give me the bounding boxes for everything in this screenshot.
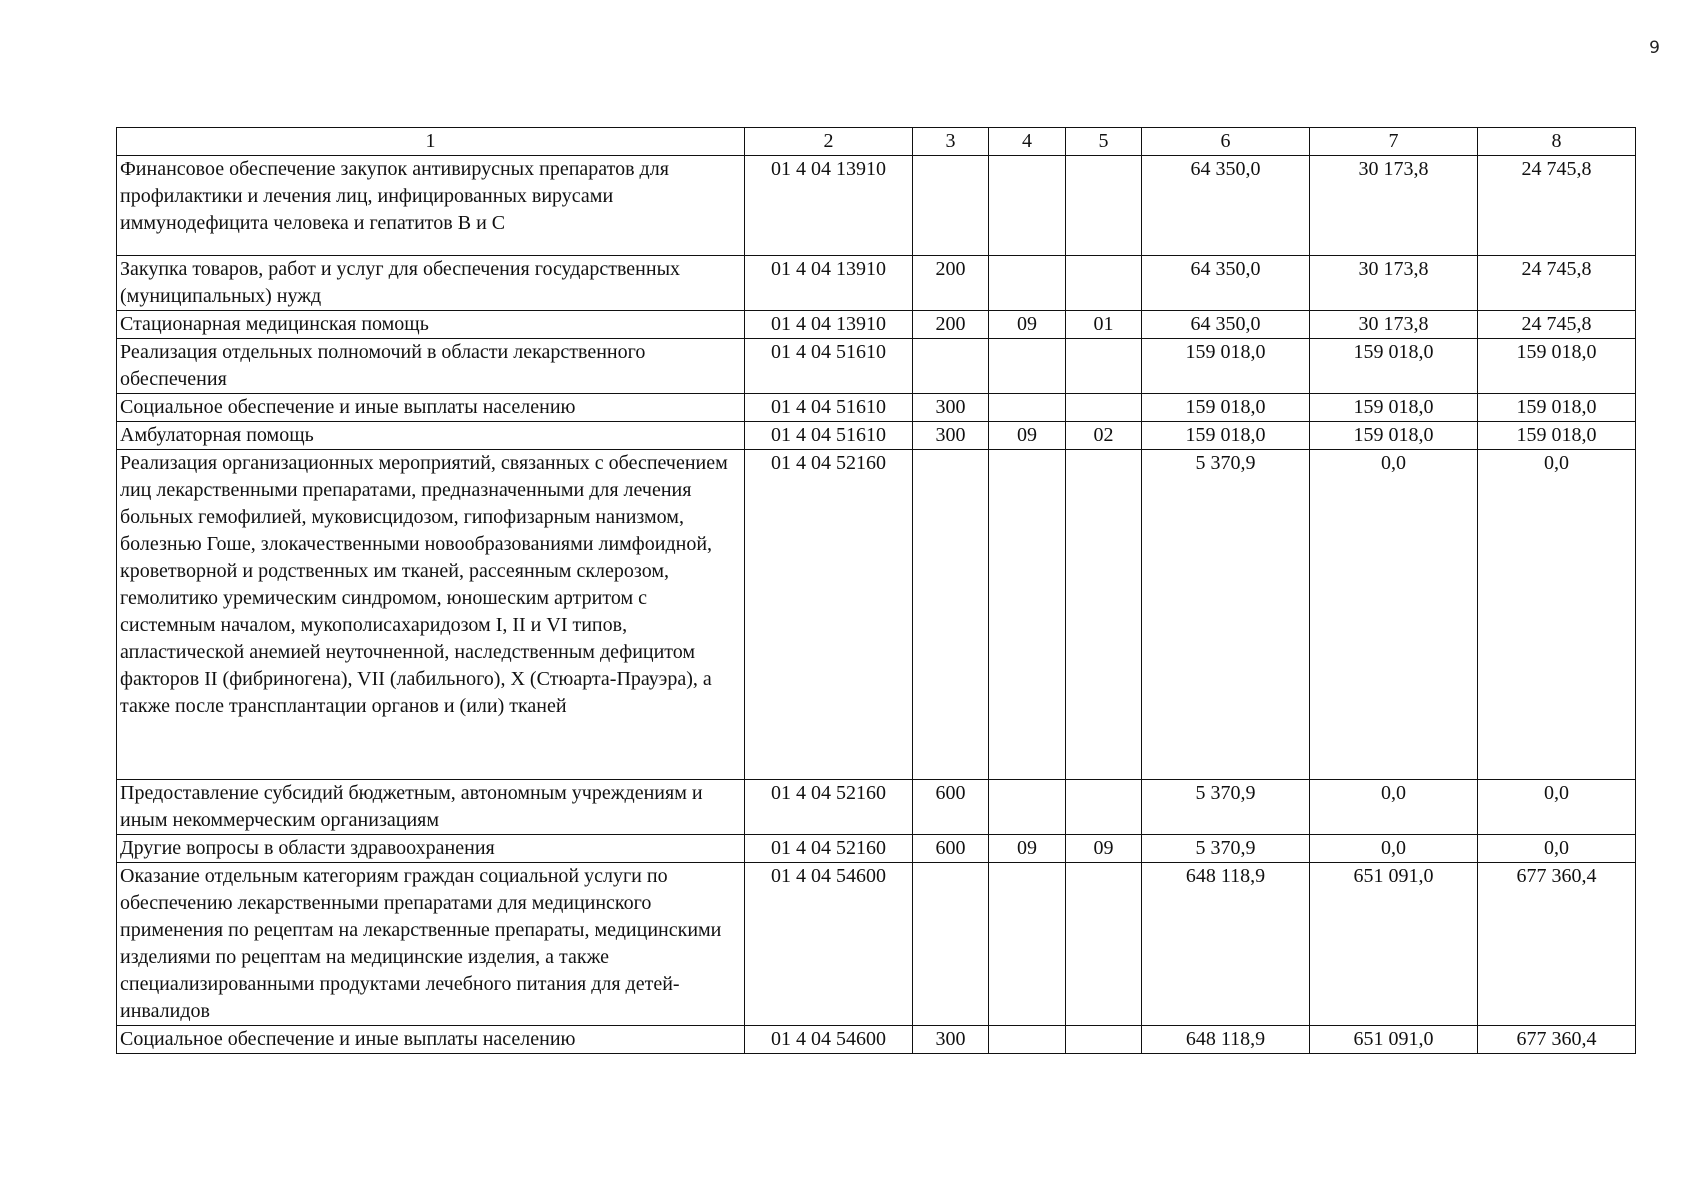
cell-code: 01 4 04 54600	[745, 863, 913, 1026]
cell-amount-year3: 0,0	[1478, 450, 1636, 780]
cell-subsection: 09	[1066, 835, 1142, 863]
cell-type: 600	[913, 835, 989, 863]
cell-subsection	[1066, 450, 1142, 780]
cell-section	[989, 780, 1066, 835]
cell-name: Социальное обеспечение и иные выплаты населению	[117, 1026, 745, 1054]
cell-amount-year1: 159 018,0	[1142, 339, 1310, 394]
cell-amount-year2: 30 173,8	[1310, 311, 1478, 339]
cell-section	[989, 1026, 1066, 1054]
table-row	[117, 422, 1636, 450]
cell-amount-year2: 30 173,8	[1310, 156, 1478, 256]
cell-subsection	[1066, 1026, 1142, 1054]
column-header-2: 2	[745, 128, 913, 156]
cell-type	[913, 339, 989, 394]
cell-code: 01 4 04 13910	[745, 156, 913, 256]
cell-amount-year1: 159 018,0	[1142, 394, 1310, 422]
cell-name: Финансовое обеспечение закупок антивирусных препаратов для профилактики и лечения лиц, инфицированных вирусами иммунодефицита человека и гепатитов В и С	[117, 156, 745, 256]
cell-subsection	[1066, 863, 1142, 1026]
cell-type	[913, 156, 989, 256]
cell-code: 01 4 04 51610	[745, 339, 913, 394]
cell-code: 01 4 04 51610	[745, 422, 913, 450]
cell-name: Предоставление субсидий бюджетным, автономным учреждениям и иным некоммерческим организациям	[117, 780, 745, 835]
cell-amount-year3: 24 745,8	[1478, 156, 1636, 256]
cell-amount-year2: 651 091,0	[1310, 863, 1478, 1026]
column-header-5: 5	[1066, 128, 1142, 156]
cell-amount-year3: 159 018,0	[1478, 394, 1636, 422]
cell-amount-year1: 159 018,0	[1142, 422, 1310, 450]
table-row	[117, 311, 1636, 339]
cell-type	[913, 863, 989, 1026]
cell-section	[989, 156, 1066, 256]
cell-amount-year1: 64 350,0	[1142, 156, 1310, 256]
cell-amount-year2: 159 018,0	[1310, 422, 1478, 450]
cell-code: 01 4 04 52160	[745, 450, 913, 780]
cell-name: Стационарная медицинская помощь	[117, 311, 745, 339]
cell-amount-year3: 677 360,4	[1478, 863, 1636, 1026]
cell-amount-year3: 24 745,8	[1478, 311, 1636, 339]
cell-type: 300	[913, 394, 989, 422]
column-header-8: 8	[1478, 128, 1636, 156]
column-header-6: 6	[1142, 128, 1310, 156]
cell-amount-year1: 648 118,9	[1142, 863, 1310, 1026]
column-header-3: 3	[913, 128, 989, 156]
cell-section	[989, 394, 1066, 422]
cell-name: Социальное обеспечение и иные выплаты населению	[117, 394, 745, 422]
table-row	[117, 256, 1636, 311]
cell-amount-year2: 0,0	[1310, 835, 1478, 863]
table-row	[117, 156, 1636, 256]
table-row	[117, 339, 1636, 394]
cell-subsection	[1066, 780, 1142, 835]
cell-name: Амбулаторная помощь	[117, 422, 745, 450]
cell-name: Оказание отдельным категориям граждан социальной услуги по обеспечению лекарственными препаратами для медицинского применения по рецептам на лекарственные препараты, медицинскими изделиями по рецептам на медицинские изделия, а также специализированными продуктами лечебного питания для детей-инвалидов	[117, 863, 745, 1026]
cell-subsection: 02	[1066, 422, 1142, 450]
cell-section: 09	[989, 311, 1066, 339]
page-number: 9	[1649, 38, 1660, 58]
table-row	[117, 780, 1636, 835]
column-header-7: 7	[1310, 128, 1478, 156]
cell-section	[989, 450, 1066, 780]
table-body	[117, 156, 1636, 1054]
cell-section	[989, 256, 1066, 311]
cell-amount-year2: 159 018,0	[1310, 339, 1478, 394]
cell-type: 300	[913, 1026, 989, 1054]
cell-section: 09	[989, 422, 1066, 450]
cell-section	[989, 339, 1066, 394]
cell-type: 600	[913, 780, 989, 835]
cell-amount-year2: 0,0	[1310, 780, 1478, 835]
cell-code: 01 4 04 54600	[745, 1026, 913, 1054]
cell-section	[989, 863, 1066, 1026]
cell-name: Другие вопросы в области здравоохранения	[117, 835, 745, 863]
cell-amount-year1: 5 370,9	[1142, 450, 1310, 780]
cell-subsection: 01	[1066, 311, 1142, 339]
cell-code: 01 4 04 13910	[745, 256, 913, 311]
cell-type: 300	[913, 422, 989, 450]
cell-type: 200	[913, 256, 989, 311]
cell-code: 01 4 04 52160	[745, 780, 913, 835]
cell-amount-year3: 0,0	[1478, 835, 1636, 863]
cell-code: 01 4 04 13910	[745, 311, 913, 339]
cell-amount-year2: 0,0	[1310, 450, 1478, 780]
cell-amount-year3: 159 018,0	[1478, 339, 1636, 394]
header-row	[117, 128, 1636, 156]
column-header-4: 4	[989, 128, 1066, 156]
cell-subsection	[1066, 339, 1142, 394]
cell-code: 01 4 04 52160	[745, 835, 913, 863]
cell-amount-year3: 24 745,8	[1478, 256, 1636, 311]
cell-amount-year2: 651 091,0	[1310, 1026, 1478, 1054]
cell-amount-year1: 5 370,9	[1142, 835, 1310, 863]
cell-code: 01 4 04 51610	[745, 394, 913, 422]
cell-amount-year3: 159 018,0	[1478, 422, 1636, 450]
table-row	[117, 394, 1636, 422]
cell-amount-year1: 5 370,9	[1142, 780, 1310, 835]
cell-amount-year3: 677 360,4	[1478, 1026, 1636, 1054]
table-header	[117, 128, 1636, 156]
cell-subsection	[1066, 394, 1142, 422]
cell-name: Реализация отдельных полномочий в области лекарственного обеспечения	[117, 339, 745, 394]
budget-table	[116, 127, 1636, 1054]
cell-amount-year2: 30 173,8	[1310, 256, 1478, 311]
cell-type	[913, 450, 989, 780]
cell-subsection	[1066, 256, 1142, 311]
table-row	[117, 450, 1636, 780]
cell-amount-year1: 64 350,0	[1142, 311, 1310, 339]
cell-type: 200	[913, 311, 989, 339]
cell-name: Закупка товаров, работ и услуг для обеспечения государственных (муниципальных) нужд	[117, 256, 745, 311]
cell-amount-year1: 64 350,0	[1142, 256, 1310, 311]
cell-amount-year2: 159 018,0	[1310, 394, 1478, 422]
cell-section: 09	[989, 835, 1066, 863]
table-row	[117, 835, 1636, 863]
cell-subsection	[1066, 156, 1142, 256]
column-header-1: 1	[117, 128, 745, 156]
table-row	[117, 863, 1636, 1026]
table-row	[117, 1026, 1636, 1054]
cell-name: Реализация организационных мероприятий, связанных с обеспечением лиц лекарственными препаратами, предназначенными для лечения больных гемофилией, муковисцидозом, гипофизарным нанизмом, болезнью Гоше, злокачественными новообразованиями лимфоидной, кроветворной и родственных им тканей, рассеянным склерозом, гемолитико уремическим синдромом, юношеским артритом с системным началом, мукополисахаридозом I, II и VI типов, апластической анемией неуточненной, наследственным дефицитом факторов II (фибриногена), VII (лабильного), X (Стюарта-Прауэра), а также после трансплантации органов и (или) тканей	[117, 450, 745, 780]
cell-amount-year1: 648 118,9	[1142, 1026, 1310, 1054]
cell-amount-year3: 0,0	[1478, 780, 1636, 835]
